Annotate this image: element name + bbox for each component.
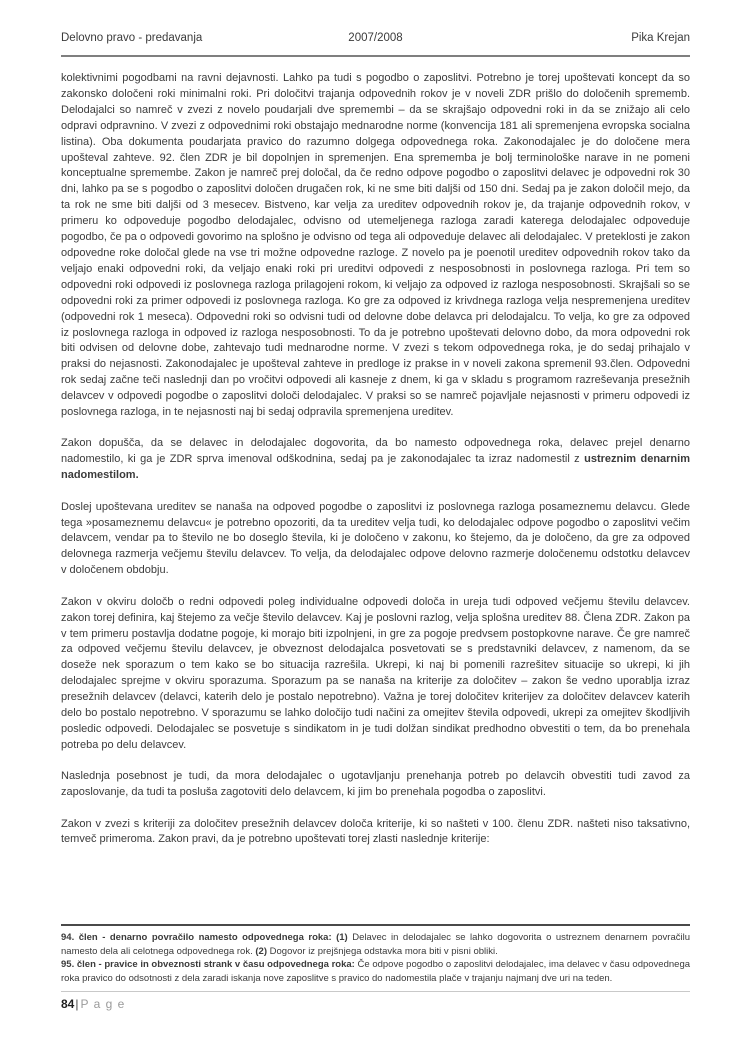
paragraph-2-bold-phrase: ustreznim denarnim nadomestilom. — [61, 453, 690, 482]
paragraph-1: kolektivnimi pogodbami na ravni dejavnosti. Lahko pa tudi s pogodbo o zaposlitvi. Potrebno je torej upoštevati koncept da so zakonsko določeni roki minimalni roki. Pri določitvi trajanja odpovednih rokov je v noveli ZDR prišlo do določenih sprememb. Delodajalci so namreč v zvezi z novelo poudarjali dve spremembi – da se skrajšajo odpovedni roki in da se znižajo ali celo odpravi odpravnino. V zvezi z odpovednimi roki obstajajo mednarodne norme (konvencija 181 ali spremenjena evropska socialna listina). Oba dokumenta poudarjata pravico do razumno dolgega odpovednega roka. Zakonodajalec je do določene mera upošteval zahteve. 92. člen ZDR je bil dopolnjen in spremenjen. Ena sprememba je bolj terminološke narave in ne pomeni konceptualne spremembe. Zakon je namreč prej določal, da če redno odpove pogodbo o zaposlitvi delavec je odpovedni rok 30 dni, lahko pa se s pogodbo o zaposlitvi določen drugačen rok, ki ne sme biti daljši od 150 dni. Sedaj pa je zakon določil mejo, da ta rok ne sme biti daljši od 3 mesecev. Bistveno, kar velja za ureditev odpovednih rokov je, da trajanje odpovednih rokov, v primeru ko odpoveduje pogodbo delodajalec, odvisno od utemeljenega razloga zaradi katerega delodajalec odpoveduje pogodbo, če pa o odpovedi govorimo na splošno je odvisno od tega ali odpoveduje delavec ali delodajalec. V preteklosti je zakon odpovedne roke določal glede na vse tri možne odpovedne razloge. Z novelo pa je poenotil ureditev odpovednih rokov tako da veljajo enaki odpovedni roki, da veljajo enaki roki pri ureditvi odpovedi z nesposobnosti in poslovnega razloga. Pri tem so odpovedni roki odpovedi iz poslovnega razloga prilagojeni rokom, ki veljajo za odpoved iz razloga nesposobnosti. Skrajšali so se odpovedni roki za primer odpovedi iz poslovnega razloga. Ko gre za odpoved iz krivdnega razloga velja nespremenjena ureditev (odpovedni rok 1 meseca). Odpovedni roki so odvisni tudi od delovne dobe delavca pri delodajalcu. To velja, ko gre za odpoved iz poslovnega razloga in odpoved iz razloga nesposobnosti. To da je potrebno upoštevati delovno dobo, da mora odpovedni rok biti odvisen od delovne dobe, zahtevajo tudi mednarodne norme. V zvezi s tekom odpovednega roka, je do sedaj prihajalo v praksi do nejasnosti. Zakonodajalec je upošteval zahteve in predloge iz prakse in v noveli zakona spremenil 93.člen. Odpovedni rok sedaj začne teči naslednji dan po vročitvi odpovedi ali kasneje z dnem, ki ga v skladu s programom razreševanja presežnih delavcev v odpovedi pogodbe o zaposlitvi določi delodajalec. V praksi so se namreč pojavljale nejasnosti v primeru odpovedi iz poslovnega razloga, in te nejasnosti naj bi sedaj odpravila spremenjena ureditev. — [61, 72, 690, 419]
footnote-94-text-1: Delavec in delodajalec se lahko dogovorita o ustreznem denarnem povračilu namesto dela ali celotnega odpovednega rok. — [61, 932, 690, 957]
footnote-separator-rule — [61, 924, 690, 926]
paragraph-2 — [61, 436, 690, 484]
paragraph-3: Doslej upoštevana ureditev se nanaša na odpoved pogodbe o zaposlitvi iz poslovnega razloga posameznemu delavcu. Glede tega »posameznemu delavcu« je potrebno opozoriti, da ta ureditev velja tudi, ko delodajalec odpove pogodbo o zaposlitvi večim delavcem, vendar pa to število ne bo doseglo števila, ki je določeno v zakonu, ko štejemo, da je določeno, da gre za odpoved delovnega razmerja večjemu številu delavcev. To velja, da delodajalec odpove delovno razmerje določenemu odstotku delavcev v določenem obdobju. — [61, 500, 690, 577]
footnote-95-label: 95. člen - pravice in obveznosti strank v času odpovednega roka: — [61, 959, 355, 970]
page-number: 84 — [61, 997, 75, 1011]
document-body — [61, 71, 690, 917]
footnote-94-marker-2: (2) — [255, 945, 267, 957]
footnote-94-label: 94. člen - denarno povračilo namesto odpovednega roka: (1) — [61, 932, 348, 943]
footnote-94 — [61, 931, 690, 958]
page-header — [61, 32, 690, 57]
paragraph-6: Zakon v zvezi s kriteriji za določitev presežnih delavcev določa kriterije, ki so našteti v 100. členu ZDR. našteti niso taksativno, temveč primeroma. Zakon pravi, da je potrebno upoštevati torej zlasti naslednje kriterije: — [61, 817, 690, 846]
page-number-separator: | — [75, 997, 79, 1011]
paragraph-2-text: Zakon dopušča, da se delavec in delodajalec dogovorita, da bo namesto odpovednega roka, delavec prejel denarno nadomestilo, ki ga je ZDR sprva imenoval odškodnina, sedaj pa je zakonodajalec ta izraz nadomestil z — [61, 437, 690, 466]
paragraph-4: Zakon v okviru določb o redni odpovedi poleg individualne odpovedi določa in ureja tudi odpoved večjemu številu delavcev. zakon torej definira, kaj štejemo za večje število delavcev. Kaj je poslovni razlog, velja splošna ureditev 88. Člena ZDR. Zakon pa v tem primeru postavlja dodatne pogoje, ki morajo biti izpolnjeni, in gre za pogoje predvsem postopkovne narave. Če gre namreč za odpoved večjemu številu delavcev, je obveznost delodajalca posvetovati se s predstavniki delavcev, z namenom, da se doseže nek sporazum o tem kako se bo situacija razrešila. Ukrepi, ki naj bi pomenili razrešitev situacije so ukrepi, ki jih delodajalec sprejme v okviru sporazuma. Sporazum pa se nanaša na kriterije za določitev – zakon še vedno uporablja izraz presežnih delavcev (delavci, katerih delo je postalo nepotrebno). Važna je torej določitev kriterijev za določitev delavcev katerih delo bo postalo nepotrebno. V sporazumu se lahko določijo tudi načini za omejitev števila odpovedi, ukrepi za omejitev škodljivih posledic odpovedi. Delodajalec se posvetuje s sindikatom in je tudi dolžan sindikat predhodno obvestiti o tem, da bo prenehala potreba po delu delavcev. — [61, 595, 690, 751]
footnote-95 — [61, 958, 690, 985]
paragraph-5: Naslednja posebnost je tudi, da mora delodajalec o ugotavljanju prenehanja potreb po delavcih obvestiti tudi zavod za zaposlovanje, da tudi ta posluša zagotoviti delo delavcem, ki jim bo prenehala pogodba o zaposlitvi. — [61, 770, 690, 799]
header-academic-year: 2007/2008 — [348, 32, 403, 44]
header-author: Pika Krejan — [631, 32, 690, 44]
footnote-95-text: Če odpove pogodbo o zaposlitvi delodajalec, ima delavec v času odpovednega roka pravico do odsotnosti z dela zaradi iskanja nove zaposlitve s pravico do nadomestila plače v trajanju najmanj dve uri na teden. — [61, 959, 691, 984]
page-label: P a g e — [80, 997, 126, 1011]
page-footer — [61, 992, 690, 1011]
footnote-94-text-2: Dogovor iz prejšnjega odstavka mora biti v pisni obliki. — [269, 945, 498, 957]
page-bottom — [61, 924, 690, 1011]
header-course-title: Delovno pravo - predavanja — [61, 32, 203, 44]
